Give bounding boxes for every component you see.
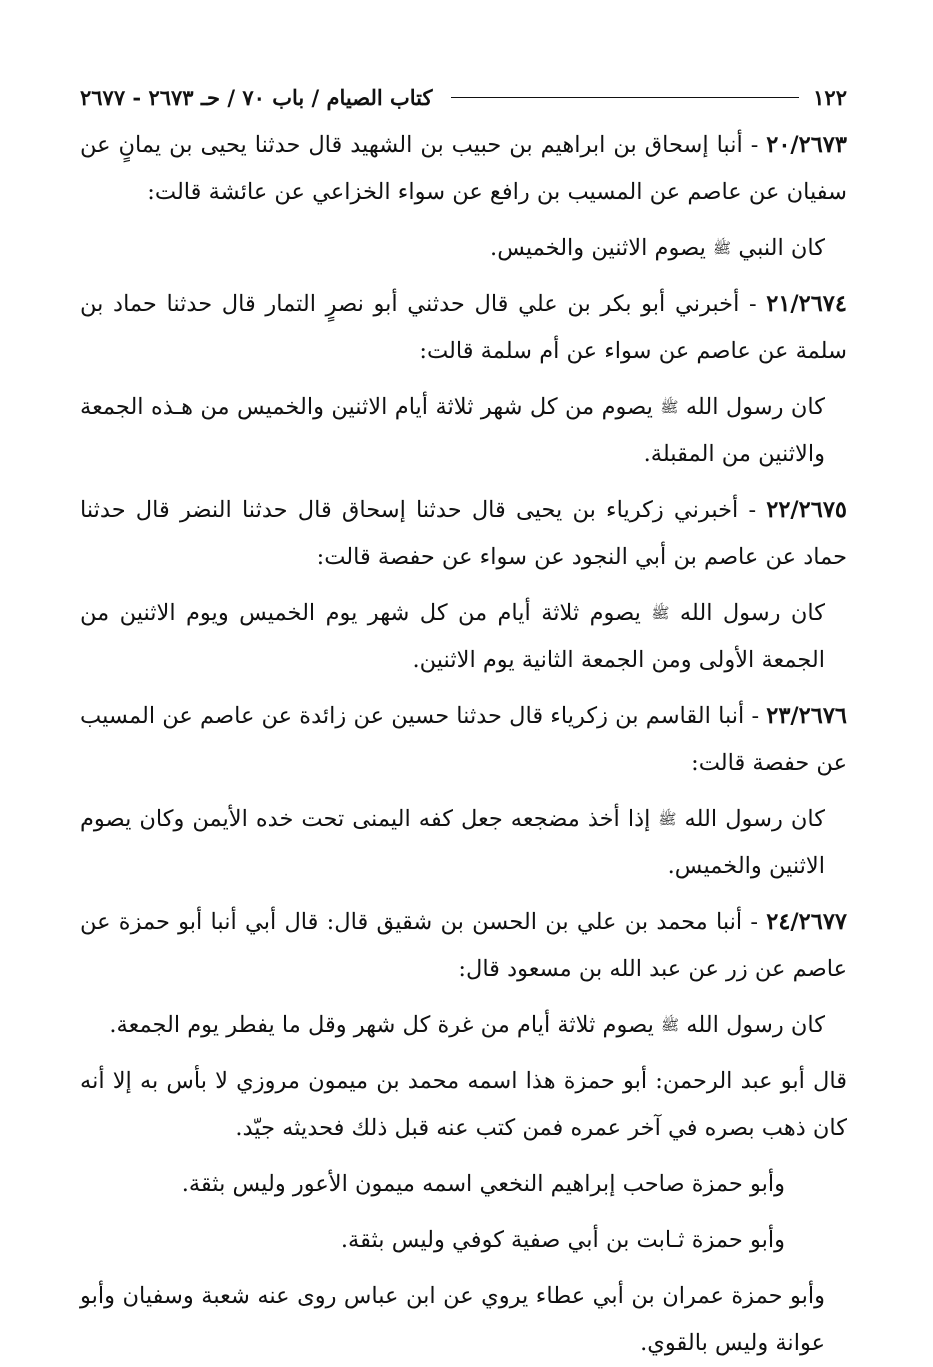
salawat-symbol: ﷺ: [660, 398, 679, 416]
hadith-matn: [80, 384, 847, 478]
commentary-paragraph: [80, 1058, 847, 1152]
page-number: ١٢٢: [813, 84, 847, 110]
matn-opening: كان رسول الله: [679, 600, 825, 626]
commentary-note: [80, 1217, 847, 1264]
matn-text: إذا أخذ مضجعه جعل كفه اليمنى تحت خده الأيمن وكان يصوم الاثنين والخميس.: [80, 806, 825, 879]
note-text: وأبو حمزة عمران بن أبي عطاء يروي عن ابن عباس روى عنه شعبة وسفيان وأبو عوانة وليس بالقوي.: [80, 1283, 825, 1356]
hadith-isnad: ٢٢/٢٦٧٥ - أخبرني زكرياء بن يحيى قال حدثنا إسحاق قال حدثنا النضر قال حدثنا حماد عن عاصم بن أبي النجود عن سواء عن حفصة قالت:: [80, 497, 847, 570]
matn-text: يصوم من كل شهر ثلاثة أيام الاثنين والخميس من هـذه الجمعة والاثنين من المقبلة.: [80, 394, 825, 467]
matn-opening: كان رسول الله: [686, 1012, 825, 1038]
hadith-matn: [80, 1002, 847, 1049]
commentary-text: قال أبو عبد الرحمن: أبو حمزة هذا اسمه محمد بن ميمون مروزي لا بأس به إلا أنه كان ذهب بصره في آخر عمره فمن كتب عنه قبل ذلك فحديثه جيّد.: [80, 1068, 847, 1141]
hadith-isnad: ٢٤/٢٦٧٧ - أنبا محمد بن علي بن الحسن بن شقيق قال: قال أبي أنبا أبو حمزة عن عاصم عن زر عن عبد الله بن مسعود قال:: [80, 909, 847, 982]
isnad-text: أخبرني زكرياء بن يحيى قال حدثنا إسحاق قال حدثنا النضر قال حدثنا حماد عن عاصم بن أبي النجود عن سواء عن حفصة قالت:: [80, 497, 847, 570]
matn-text: يصوم الاثنين والخميس.: [490, 235, 706, 261]
isnad-text: أنبا إسحاق بن ابراهيم بن حبيب بن الشهيد قال حدثنا يحيى بن يمانٍ عن سفيان عن عاصم عن المسيب بن رافع عن سواء الخزاعي عن عائشة قالت:: [80, 132, 847, 205]
hadith-isnad: ٢٠/٢٦٧٣ - أنبا إسحاق بن ابراهيم بن حبيب بن الشهيد قال حدثنا يحيى بن يمانٍ عن سفيان عن عاصم عن المسيب بن رافع عن سواء الخزاعي عن عائشة قالت:: [80, 132, 847, 205]
salawat-symbol: ﷺ: [713, 239, 732, 257]
hadith-number: ٢٣/٢٦٧٦: [766, 703, 847, 729]
note-text: وأبو حمزة ثـابت بن أبي صفية كوفي وليس بثقة.: [340, 1227, 785, 1253]
header-title: كتاب الصيام / باب ٧٠ / حـ ٢٦٧٣ - ٢٦٧٧: [80, 84, 433, 110]
commentary-note: [80, 1161, 847, 1208]
hadith-isnad: ٢٣/٢٦٧٦ - أنبا القاسم بن زكرياء قال حدثنا حسين عن زائدة عن عاصم عن المسيب عن حفصة قالت:: [80, 703, 847, 776]
isnad-text: أنبا القاسم بن زكرياء قال حدثنا حسين عن زائدة عن عاصم عن المسيب عن حفصة قالت:: [80, 703, 847, 776]
hadith-isnad: ٢١/٢٦٧٤ - أخبرني أبو بكر بن علي قال حدثني أبو نصرٍ التمار قال حدثنا حماد بن سلمة عن عاصم عن سواء عن أم سلمة قالت:: [80, 291, 847, 364]
isnad-text: أنبا محمد بن علي بن الحسن بن شقيق قال: قال أبي أنبا أبو حمزة عن عاصم عن زر عن عبد الله بن مسعود قال:: [80, 909, 847, 982]
salawat-symbol: ﷺ: [651, 604, 670, 622]
hadith-number: ٢٠/٢٦٧٣: [766, 132, 847, 158]
matn-opening: كان رسول الله: [685, 394, 826, 420]
matn-text: يصوم ثلاثة أيام من كل شهر يوم الخميس ويوم الاثنين من الجمعة الأولى ومن الجمعة الثانية يوم الاثنين.: [80, 600, 825, 673]
matn-text: يصوم ثلاثة أيام من غرة كل شهر وقل ما يفطر يوم الجمعة.: [109, 1012, 654, 1038]
note-text: وأبو حمزة صاحب إبراهيم النخعي اسمه ميمون الأعور وليس بثقة.: [181, 1171, 785, 1197]
running-header: [80, 78, 847, 116]
page-body: [80, 122, 847, 1367]
matn-opening: كان النبي: [738, 235, 825, 261]
matn-opening: كان رسول الله: [684, 806, 826, 832]
hadith-matn: [80, 796, 847, 890]
isnad-text: أخبرني أبو بكر بن علي قال حدثني أبو نصرٍ التمار قال حدثنا حماد بن سلمة عن عاصم عن سواء عن أم سلمة قالت:: [80, 291, 847, 364]
header-rule: [451, 97, 800, 98]
hadith-number: ٢٤/٢٦٧٧: [766, 909, 847, 935]
hadith-number: ٢١/٢٦٧٤: [766, 291, 847, 317]
commentary-note: [80, 1273, 847, 1367]
hadith-matn: [80, 590, 847, 684]
salawat-symbol: ﷺ: [658, 810, 677, 828]
hadith-number: ٢٢/٢٦٧٥: [766, 497, 847, 523]
hadith-matn: [80, 225, 847, 272]
salawat-symbol: ﷺ: [661, 1016, 680, 1034]
